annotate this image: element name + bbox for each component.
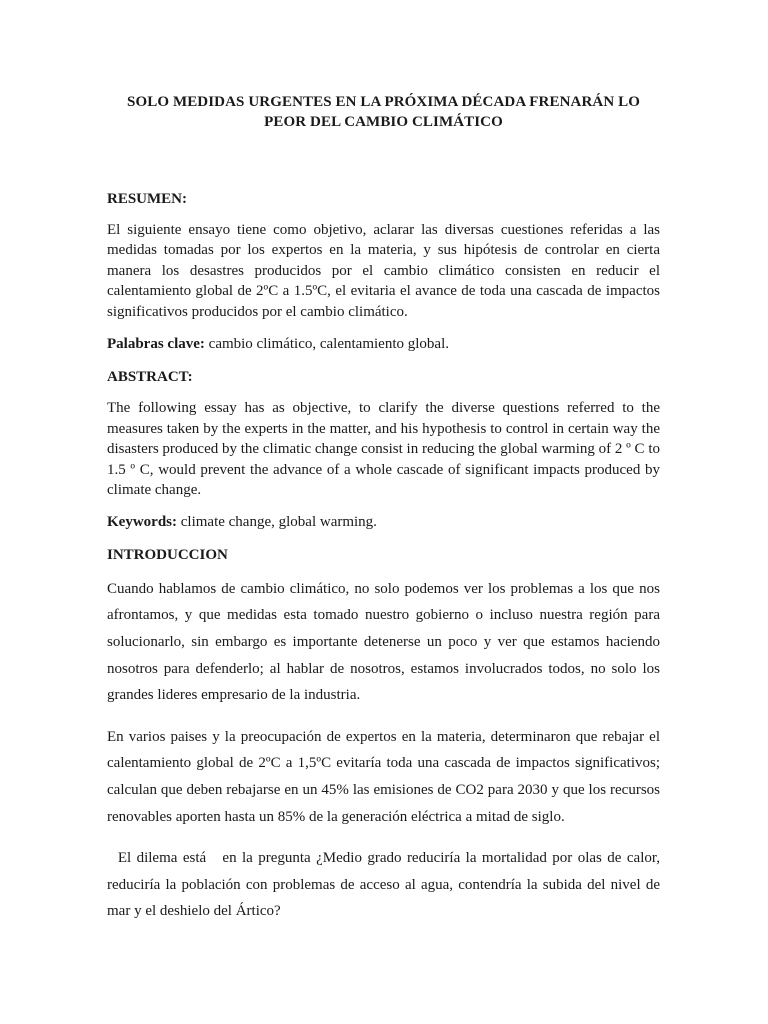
title-line-2: PEOR DEL CAMBIO CLIMÁTICO	[264, 114, 503, 130]
resumen-paragraph: El siguiente ensayo tiene como objetivo, aclarar las diversas cuestiones referidas a las medidas tomadas por los expertos en la materia, y sus hipótesis de controlar en cierta manera los desastres producidos por el cambio climático consisten en reducir el calentamiento global de 2ºC a 1.5ºC, el evitaria el avance de toda una cascada de impactos significativos producidos por el cambio climático.	[107, 222, 660, 320]
abstract-heading: ABSTRACT:	[107, 369, 193, 386]
keywords-line	[107, 512, 660, 532]
introduccion-paragraph-3: El dilema está en la pregunta ¿Medio grado reduciría la mortalidad por olas de calor, reduciría la población con problemas de acceso al agua, contendría la subida del nivel de mar y el deshielo del Ártico?	[107, 850, 664, 920]
introduccion-paragraph-1: Cuando hablamos de cambio climático, no solo podemos ver los problemas a los que nos afrontamos, y que medidas esta tomado nuestro gobierno o incluso nuestra región para solucionarlo, sin embargo es importante detenerse un poco y ver que estamos haciendo nosotros para defenderlo; al hablar de nosotros, estamos involucrados todos, no solo los grandes lideres empresario de la industria.	[107, 580, 660, 704]
palabras-clave-line	[107, 334, 660, 354]
introduccion-paragraph-2: En varios paises y la preocupación de expertos en la materia, determinaron que rebajar el calentamiento global de 2ºC a 1,5ºC evitaría toda una cascada de impactos significativos; calculan que deben rebajarse en un 45% las emisiones de CO2 para 2030 y que los recursos renovables aporten hasta un 85% de la generación eléctrica a mitad de siglo.	[107, 728, 660, 825]
document-page	[107, 92, 664, 925]
introduccion-heading: INTRODUCCION	[107, 546, 228, 563]
abstract-paragraph: The following essay has as objective, to clarify the diverse questions referred to the measures taken by the experts in the matter, and his hypothesis to control in certain way the disasters produced by the climatic change consist in reducing the global warming of 2 º C to 1.5 º C, would prevent the advance of a whole cascade of significant impacts produced by climate change.	[107, 400, 660, 499]
document-title	[107, 92, 660, 132]
resumen-heading: RESUMEN:	[107, 191, 188, 207]
keywords-value: climate change, global warming.	[177, 514, 377, 531]
palabras-clave-label: Palabras clave:	[107, 336, 205, 353]
keywords-label: Keywords:	[107, 514, 177, 531]
title-line-1: SOLO MEDIDAS URGENTES EN LA PRÓXIMA DÉCADA FRENARÁN LO	[127, 94, 640, 110]
palabras-clave-value: cambio climático, calentamiento global.	[204, 336, 449, 353]
